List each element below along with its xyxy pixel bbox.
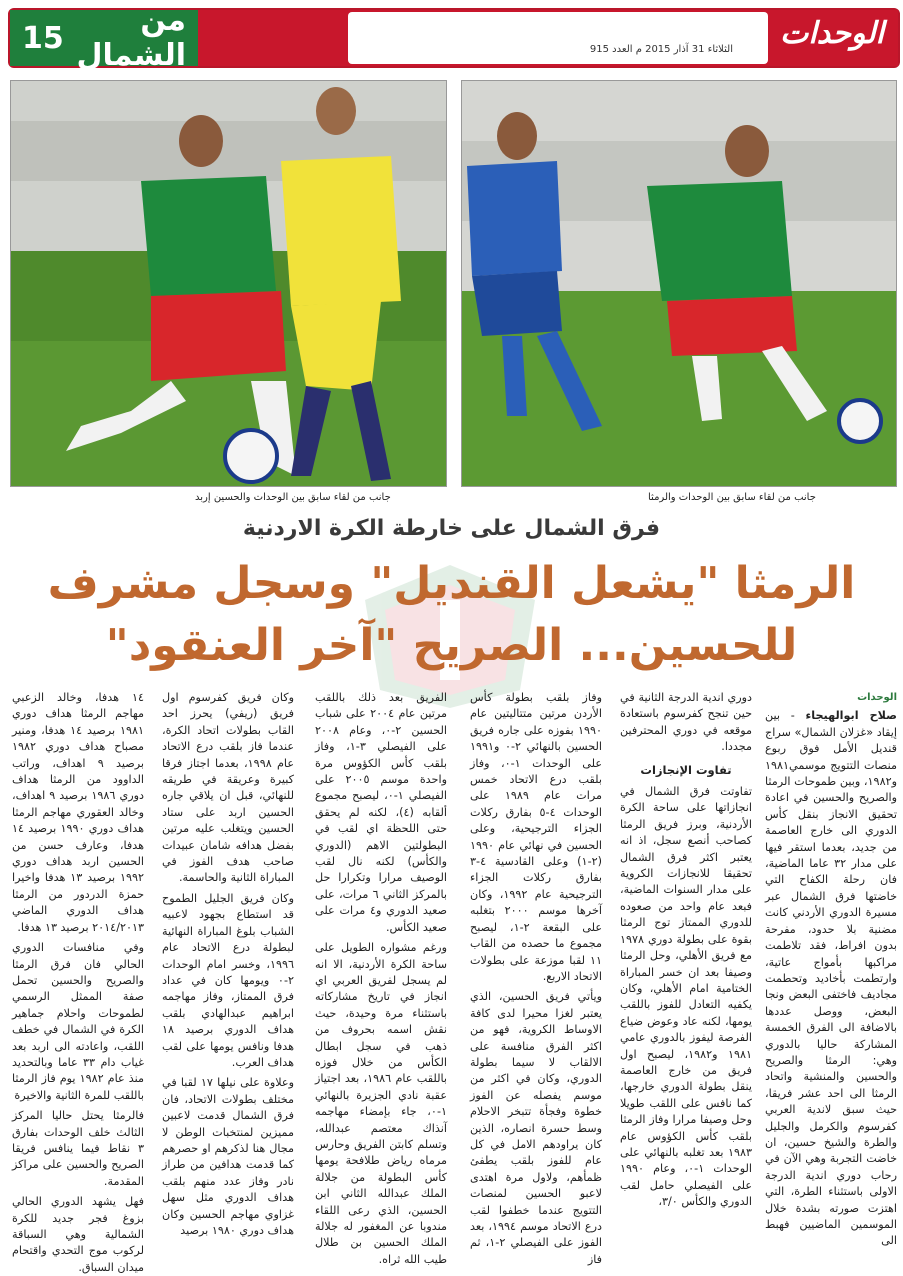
column-1-text: بين إيقاد «غزلان الشمال» سراج قنديل الأمل فوق ربوع منصات التتويج موسمي١٩٨١ و١٩٨٢، وبين طموحات الرمثا والصريح والحسين في اعادة تحقيق الانجاز بنقل كأس الدوري الى خارج العاصمة من جديد، بعدما استقر فيها على مدار ٣٢ عاما الماضية، فان رحلة الكفاح التي خاضتها فرق الشمال عبر مسيرة الدوري الأردني كانت مضنية بلا حدود، مفرحة بدون افراط، فقد تلاطمت مراكبها بأمواج عاتية، وارتطمت بأخاديد وتحطمت مجاديف فاختفى البعض ونجا البعض، ووصل عددها بالاضافة الى الفرق الخمسة المشاركة حاليا بالدوري وهي: الرمثا والصريح والحسين والمنشية واتحاد الرمثا الى احد عشر فريقا، حيث سبق لاندية العربي كفرسوم والكرمل والجليل والطرة والشيخ حسين، ان خاضت التجربة وهي الآن في رحاب دوري اندية الدرجة الاولى باستثناء الطرة، التي اهتزت صورته بشدة خلال الموسمين الماضيين فهبط الى bbox=[765, 709, 897, 1248]
photo-left-caption: جانب من لقاء سابق بين الوحدات والحسين إربد bbox=[195, 492, 391, 503]
photo-right-caption: جانب من لقاء سابق بين الوحدات والرمثا bbox=[648, 492, 816, 503]
article-column-3 bbox=[470, 690, 603, 1266]
column-5-text: وكان فريق كفرسوم اول فريق (ريفي) يحرز احد القاب بطولات اتحاد الكرة، عندما فاز بلقب درع الاتحاد عام ١٩٩٨، بعدما اجتاز فرقا كبيرة وعريقة في طريقه للنهائي، قبل ان يلاقي جاره الحسين اربد على ستاد الحسين ويتغلب عليه مرتين بفضل هدافه شامان عبيدات صاحب هدف الفوز في المباراة الثانية والحاسمة. bbox=[162, 691, 294, 885]
column-6-text-d: فهل يشهد الدوري الحالي بزوغ فجر جديد للكرة الشمالية وهي السباقة لركوب موج التحدي واقتحام ميدان السباق. bbox=[12, 1195, 144, 1274]
headline-kicker: فرق الشمال على خارطة الكرة الاردنية bbox=[242, 516, 661, 541]
article-column-5 bbox=[162, 690, 295, 1237]
article-column-4 bbox=[315, 690, 448, 1266]
column-6-text-c: فالرمثا يحتل حاليا المركز الثالث خلف الوحدات بفارق ٣ نقاط فيما ينافس فريقا الصريح والحسين على مراكز المقدمة. bbox=[12, 1109, 144, 1188]
column-6-text: ١٤ هدفا، وخالد الزعبي مهاجم الرمثا هداف دوري ١٩٨١ برصيد ١٤ هدفا، ومنير مصباح هداف دوري ١٩٨٢ برصيد ٩ اهداف، وراتب الداوود من الرمثا هداف دوري ١٩٨٦ برصيد ٩ اهداف، وخالد العقوري مهاجم الرمثا هداف دوري ١٩٩٠ برصيد ١٤ هدفا، وعارف حسن من الحسين اربد هداف دوري ١٩٩٢ برصيد ١٣ هدفا واخيرا حمزة الدردور من الرمثا هداف الدوري الماضي ٢٠١٤/٢٠١٣ برصيد ١٣ هدفا. bbox=[12, 691, 144, 934]
article-column-2 bbox=[620, 690, 752, 1209]
column-3-text-b: ويأتي فريق الحسين، الذي يعتبر لغزا محيرا لدى كافة الاوساط الكروية، فهو من اكثر الفرق منافسة على الالقاب لا سيما بطولة الدوري، وكان في اكثر من موسم يفصله عن الفوز خطوة وفجأة تتبخر الاحلام وسط حسرة انصاره، الذين كان يراودهم الامل في كل عام للفوز بلقب يطفئ ظمأهم، ولاول مرة اهتدى لاعبو الحسين لمنصات التتويج عندما خطفوا لقب درع الاتحاد موسم ١٩٩٤، بعد الفوز على الفيصلي ٢-١، ثم فاز bbox=[470, 990, 603, 1266]
headline-line-2: للحسين... الصريح "آخر العنقود" bbox=[105, 620, 798, 671]
headline-line-1: الرمثا "يشعل القنديل" وسجل مشرف bbox=[47, 558, 856, 609]
section-tag: الوحدات bbox=[857, 692, 897, 703]
match-photo-right bbox=[462, 81, 896, 486]
column-5-text-c: وعلاوة على نيلها ١٧ لقبا في مختلف بطولات الاتحاد، فان فرق الشمال قدمت لاعبين مميزين لمنتخبات الوطن لا مجال هنا لذكرهم او حصرهم كما قدمت هدافين من طراز نادر وفاز عدد منهم بلقب هداف الدوري مثل سهل غزاوي مهاجم الحسين وكان هداف دوري ١٩٨٠ برصيد bbox=[162, 1076, 295, 1237]
column-2-body: تفاوتت فرق الشمال في انجازاتها على ساحة الكرة الأردنية، وبرز فريق الرمثا كصاحب أنصع سجل، اذ انه يعتبر اكثر فرق الشمال تحقيقا للانجازات الكروية على مدار السنوات الماضية، فبعد عام واحد من صعوده للدوري الممتاز توج الرمثا بقوة على بطولة دوري ١٩٧٨ مع فريق الأهلي، وحل الرمثا وصيفا بعد ان خسر المباراة الختامية امام الأهلي، وكان يكفيه التعادل للفوز باللقب يومها، لكنه عاد وعوض ضياع الفرصة ليفوز بالدوري عامي ١٩٨١ و١٩٨٢، ليصبح اول فريق من خارج العاصمة ينقل بطولة الدوري خارجها، كما نافس على اللقب طويلا وحل وصيفا مرارا وفاز الرمثا بلقب كأس الكؤوس عام ١٩٨٣ بعد تغلبه بالنهائي على الوحدات ١-٠، وعام ١٩٩٠ على الفيصلي حامل لقب الدوري والكأس ٣/٠، bbox=[620, 785, 752, 1209]
article-column-1: الوحدات صلاح ابوالهيجاء - بين إيقاد «غزلان الشمال» سراج قنديل الأمل فوق ربوع منصات التتويج موسمي١٩٨١ و١٩٨٢، وبين طموحات الرمثا والصريح والحسين في اعادة تحقيق الانجاز بنقل كأس الدوري الى خارج العاصمة من جديد، بعدما استقر فيها على مدار ٣٢ عاما الماضية، فان رحلة الكفاح التي خاضتها فرق الشمال عبر مسيرة الدوري الأردني كانت مضنية بلا حدود، مفرحة بدون افراط، فقد تلاطمت مراكبها بأمواج عاتية، وارتطمت بأخاديد وتحطمت مجاديف فاختفى البعض ونجا البعض، ووصل عددها بالاضافة الى الفرق الخمسة المشاركة حاليا بالدوري وهي: الرمثا والصريح والحسين والمنشية واتحاد الرمثا الى احد عشر فريقا، حيث سبق لاندية العربي كفرسوم والكرمل والجليل والطرة والشيخ حسين، ان خاضت التجربة وهي الآن في رحاب دوري اندية الدرجة الاولى باستثناء الطرة، التي اهتزت صورته بشدة خلال الموسمين الماضيين فهبط الى bbox=[765, 692, 897, 1248]
article-byline: صلاح ابوالهيجاء bbox=[805, 709, 897, 723]
column-3-text: وفاز بلقب بطولة كأس الأردن مرتين متتاليتين عام ١٩٩٠ بفوزه على جاره فريق الحسين بالنهائي ٢-٠ و١٩٩١ على الوحدات ١-٠، وفاز بلقب درع الاتحاد خمس مرات عام ١٩٨٩ على الوحدات ٤-٥ بفارق ركلات الجزاء الترجيحية، وعلى الحسين في نهائي عام ١٩٩٠ (٢-١) وعلى القادسية ٤-٣ بفارق ركلات الجزاء الترجيحية عام ١٩٩٢، وكان آخرها موسم ٢٠٠٠ بتغلبه على البقعة ٢-١، ليصبح مجموع ما حصده من القاب ١١ لقبا موزعة على بطولات الاتحاد الاربع. bbox=[470, 691, 602, 983]
column-6-text-b: وفي منافسات الدوري الحالي فان فرق الرمثا والصريح والحسين تحمل صفة الممثل الرسمي لطموحات واحلام جماهير الكرة في الشمال في خطف اللقب، واعادته الى اربد بعد غياب دام ٣٣ عاما وبالتحديد منذ عام ١٩٨٢ يوم فاز الرمثا باللقب للمرة الثانية والاخيرة bbox=[12, 941, 144, 1102]
column-4-text: الفريق بعد ذلك باللقب مرتين عام ٢٠٠٤ على شباب الحسين ٢-٠، وعام ٢٠٠٨ على الفيصلي ٣-١، وفاز بلقب كأس الكؤوس مرة واحدة موسم ٢٠٠٥ على الفيصلي ١-٠، ليصبح مجموع ألقابه (٤)، لكنه لم يحقق حتى اللحظة اي لقب في البطولتين الاهم (الدوري والكأس) لكنه نال لقب الوصيف مرارا وتكرارا حل بالمركز الثاني ٦ مرات، على صعيد الدوري و٤ مرات على صعيد الكأس. bbox=[315, 691, 448, 934]
column-5-text-b: وكان فريق الجليل الطموح قد استطاع بجهود لاعبيه الشباب بلوغ المباراة النهائية لبطولة درع الاتحاد عام ١٩٩٦، وخسر امام الوحدات ٢-٠ ويومها كان في عداد فرق الممتاز، وفاز مهاجمه ابراهيم عبدالهادي بلقب هداف الدوري برصيد ١٨ هدفا ونافس يومها على لقب هداف العرب. bbox=[162, 891, 294, 1069]
page-section-box bbox=[10, 3, 198, 73]
header-white-panel bbox=[348, 12, 768, 64]
photo-right bbox=[461, 80, 897, 487]
page-header bbox=[8, 3, 900, 73]
issue-date: الثلاثاء 31 آذار 2015 م العدد 915 bbox=[589, 44, 733, 55]
column-4-text-b: ورغم مشواره الطويل على ساحة الكرة الأردنية، الا انه لم يسجل لفريق العربي اي انجاز في تاريخ مشاركاته باستثناء مرة وحيدة، حيث نقش اسمه بحروف من ذهب في سجل ابطال الكأس من خلال فوزه باللقب عام ١٩٨٦، بعد اجتياز عقبة نادي الجزيرة بالنهائي ١-٠، جاء بإمضاء مهاجمه آنذاك معتصم عبدالله، وتسلم كابتن الفريق وحارس مرماه رياض طلافحة يومها كأس البطولة من جلالة الملك عبدالله الثاني ابن الحسين، الذي رعى اللقاء مندوبا عن المغفور له جلالة الملك الحسين بن طلال طيب الله ثراه. bbox=[315, 941, 447, 1266]
photo-left bbox=[10, 80, 447, 487]
article-column-6 bbox=[12, 690, 144, 1274]
section-label: من الشمال bbox=[76, 3, 186, 73]
column-2-text: دوري اندية الدرجة الثانية في حين تنجح كفرسوم باستعادة موقعه في دوري المحترفين مجددا. bbox=[620, 691, 752, 754]
match-photo-left bbox=[11, 81, 446, 486]
page-number: 15 bbox=[22, 20, 64, 56]
column-2-subhead: تفاوت الإنجازات bbox=[640, 762, 732, 777]
brand-logo: الوحدات bbox=[780, 16, 884, 51]
